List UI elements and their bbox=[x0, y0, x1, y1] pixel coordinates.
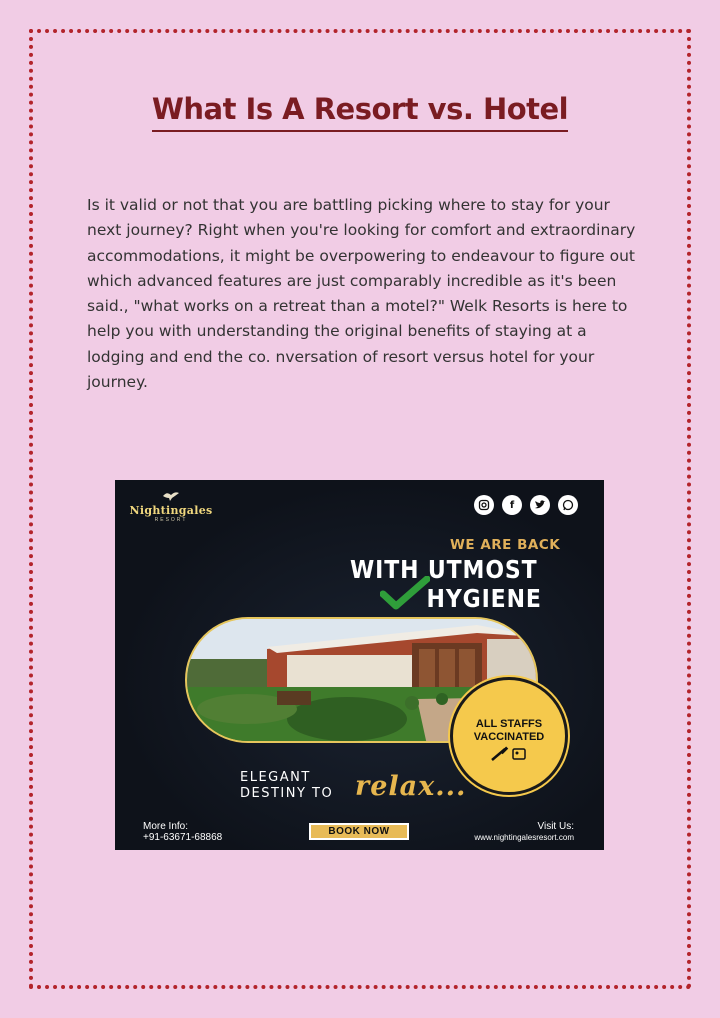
elegant-text bbox=[240, 770, 333, 802]
headline bbox=[350, 555, 542, 613]
headline-line-1: WITH UTMOST bbox=[350, 555, 538, 584]
badge-line-1: ALL STAFFS bbox=[475, 718, 543, 730]
instagram-icon[interactable] bbox=[474, 495, 494, 515]
elegant-line-1: ELEGANT bbox=[240, 770, 311, 785]
brand-sub: RESORT bbox=[154, 517, 188, 523]
visit-us bbox=[474, 821, 574, 843]
we-are-back-text: WE ARE BACK bbox=[450, 537, 561, 553]
book-now-button: BOOK NOW bbox=[309, 823, 409, 840]
headline-line-2: HYGIENE bbox=[426, 584, 542, 613]
brand-name: Nightingales bbox=[129, 504, 213, 517]
phone-number: +91-63671-68868 bbox=[143, 832, 223, 843]
website-url: www.nightingalesresort.com bbox=[474, 833, 574, 842]
elegant-line-2: DESTINY TO bbox=[240, 786, 334, 801]
body-paragraph: Is it valid or not that you are battling picking where to stay for your next journey? Right when you're looking for comfort and extraordinary accommodations, it might be overpowering to endeavour to figure out which advanced features are just comparably incredible as it's been said., "what works on a retreat than a motel?" Welk Resorts is here to help you with understanding the original benefits of staying at a lodging and end the co. nversation of resort versus hotel for your journey. bbox=[87, 196, 636, 392]
badge-line-2: VACCINATED bbox=[473, 731, 545, 743]
page-title: What Is A Resort vs. Hotel bbox=[152, 92, 568, 132]
brand-logo bbox=[129, 490, 213, 523]
title-wrap bbox=[0, 92, 720, 132]
whatsapp-icon[interactable] bbox=[558, 495, 578, 515]
twitter-icon[interactable] bbox=[530, 495, 550, 515]
relax-text: relax... bbox=[355, 771, 467, 802]
bird-icon bbox=[129, 490, 213, 504]
facebook-icon[interactable]: f bbox=[502, 495, 522, 515]
checkmark-icon bbox=[380, 576, 430, 615]
social-icons bbox=[474, 495, 578, 515]
visit-label: Visit Us: bbox=[537, 821, 574, 832]
resort-poster-image bbox=[115, 480, 604, 850]
more-info-label: More Info: bbox=[143, 821, 189, 832]
more-info bbox=[143, 821, 222, 843]
syringe-icon bbox=[453, 745, 565, 766]
vaccinated-badge bbox=[450, 677, 568, 795]
